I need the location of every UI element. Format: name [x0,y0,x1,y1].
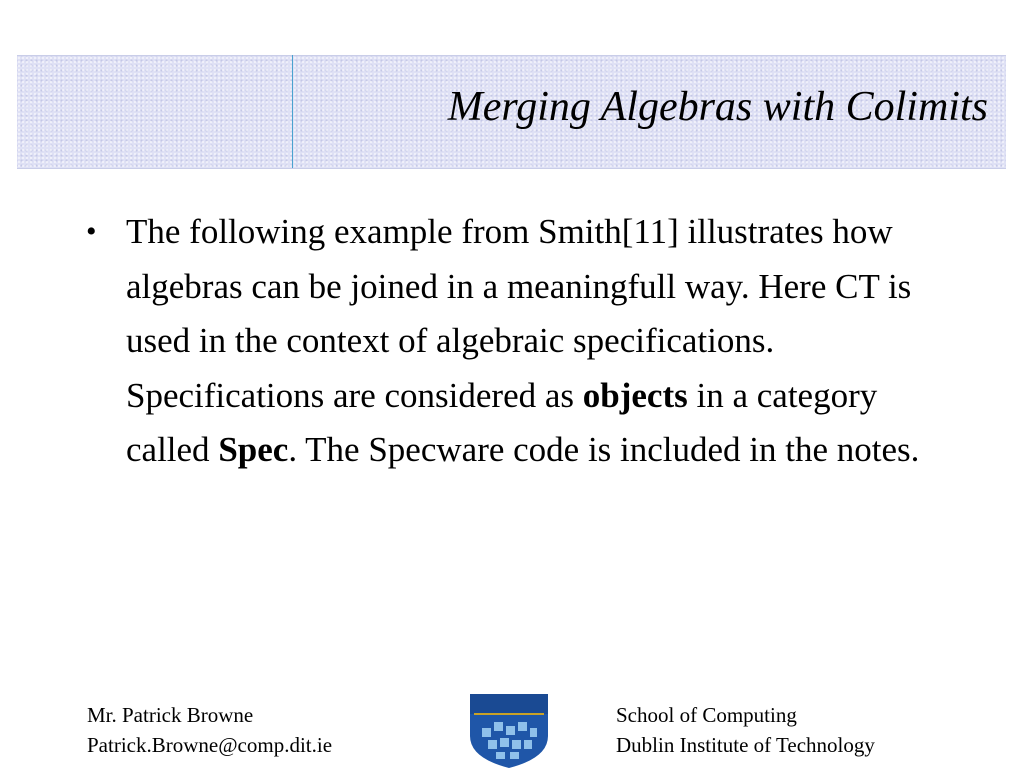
author-email: Patrick.Browne@comp.dit.ie [87,733,333,757]
bullet-text-part-3: . The Specware code is included in the notes. [288,430,920,469]
footer-author [87,700,332,760]
author-name: Mr. Patrick Browne [87,703,254,727]
bullet-text-part-2: in a category called [126,375,878,469]
institute-name: Dublin Institute of Technology [616,733,875,757]
bold-term-spec: Spec [218,430,289,469]
bullet-text-part-1: The following example from Smith[11] illustrates how algebras can be joined in a meaningfull way. Here CT is used in the context of algebraic specifications. Specifications are considered as [126,212,912,415]
slide-title: Merging Algebras with Colimits [447,84,988,130]
header-divider [292,55,293,168]
footer-institution [616,700,875,760]
dit-crest-logo [468,692,550,768]
bullet-icon: • [86,215,97,248]
bullet-item [86,205,956,478]
school-name: School of Computing [616,703,797,727]
bullet-list [86,205,956,478]
bold-term-objects: objects [582,375,688,415]
